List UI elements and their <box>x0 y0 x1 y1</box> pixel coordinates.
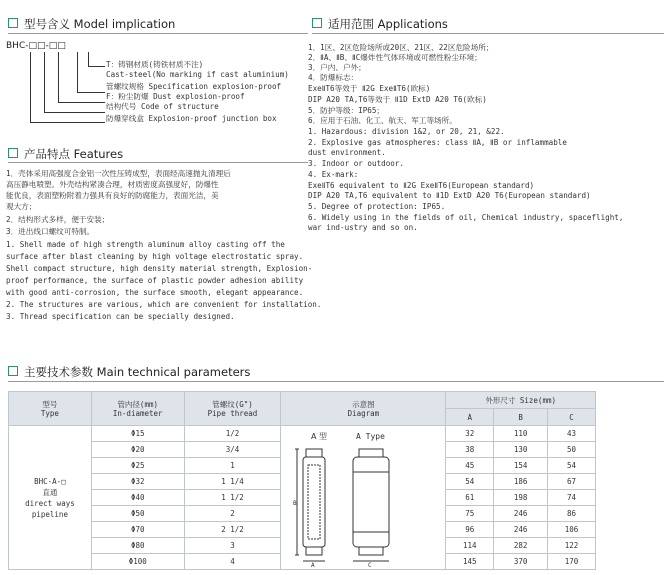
cell-b: 282 <box>494 538 548 554</box>
app-line: 4. Ex-mark: <box>308 170 359 179</box>
cell-c: 67 <box>548 474 596 490</box>
cell-thread: 1/2 <box>184 426 281 442</box>
feature-line: 高压静电喷塑。外壳结构紧凑合理，材质密度高强度好，防爆性 <box>6 180 219 189</box>
cell-a: 145 <box>446 554 494 570</box>
cell-c: 54 <box>548 458 596 474</box>
cell-thread: 3 <box>184 538 281 554</box>
spec-table <box>8 391 596 570</box>
section-square-icon <box>312 18 322 28</box>
cell-a: 45 <box>446 458 494 474</box>
app-line: 5．防护等级：IP65； <box>308 106 385 115</box>
cell-diameter: Φ50 <box>91 506 184 522</box>
cell-diameter: Φ25 <box>91 458 184 474</box>
applications-section-title: 适用范围 Applications <box>312 16 448 32</box>
feature-line: surface after blast cleaning by high voltage electrostatic spray. <box>6 252 304 261</box>
front-view <box>295 449 325 561</box>
diagram-label-en: A Type <box>356 431 386 441</box>
cell-a: 54 <box>446 474 494 490</box>
app-line: 3. Indoor or outdoor. <box>308 159 405 168</box>
cell-thread: 1 <box>184 458 281 474</box>
header-diameter: 管内径(mm) In-diameter <box>91 392 184 426</box>
app-line: 2．ⅡA、ⅡB、ⅡC爆炸性气体环境或可燃性粉尘环境； <box>308 53 482 62</box>
model-line: 防爆穿线盒 Explosion-proof junction box <box>106 114 277 123</box>
cell-b: 370 <box>494 554 548 570</box>
feature-line: 观大方； <box>6 202 37 211</box>
header-c: C <box>548 409 596 426</box>
junction-box-diagram <box>283 427 443 567</box>
diagram-cell <box>281 426 446 570</box>
cell-diameter: Φ15 <box>91 426 184 442</box>
dim-c-label: C <box>368 561 372 567</box>
header-type: 型号 Type <box>9 392 92 426</box>
app-line: 6．应用于石油、化工、航天、军工等场所。 <box>308 116 457 125</box>
app-line: DIP A20 TA,T6 equivalent to Ⅱ1D ExtD A20 T6(European standard) <box>308 191 591 200</box>
type-cell: BHC-A-□ 直通 direct ways pipeline <box>9 426 92 570</box>
features-divider <box>8 162 308 163</box>
header-b: B <box>494 409 548 426</box>
app-line: dust environment. <box>308 148 386 157</box>
app-line: 2. Explosive gas atmospheres: class ⅡA, ⅡB or inflammable <box>308 138 567 147</box>
applications-divider <box>312 33 664 34</box>
app-line: 5. Degree of protection: IP65. <box>308 202 446 211</box>
cell-b: 186 <box>494 474 548 490</box>
cell-b: 130 <box>494 442 548 458</box>
cell-a: 61 <box>446 490 494 506</box>
app-line: ExeⅡT6 equivalent to Ⅱ2G ExeⅡT6(European standard) <box>308 181 535 190</box>
feature-line: with good anti-corrosion, the surface smooth, elegant appearance. <box>6 288 304 297</box>
side-view <box>353 449 389 561</box>
table-header-row <box>9 392 596 409</box>
cell-c: 43 <box>548 426 596 442</box>
cell-b: 198 <box>494 490 548 506</box>
header-a: A <box>446 409 494 426</box>
feature-line: 2．结构形式多样，便于安装； <box>6 215 110 224</box>
model-line: 结构代号 Code of structure <box>106 102 219 111</box>
cell-a: 38 <box>446 442 494 458</box>
app-line: ExeⅡT6等效于 Ⅱ2G ExeⅡT6(欧标) <box>308 84 431 93</box>
app-line: 1. Hazardous: division 1&2, or 20, 21, &22. <box>308 127 505 136</box>
section-square-icon <box>8 366 18 376</box>
cell-diameter: Φ70 <box>91 522 184 538</box>
feature-line: 2. The structures are various, which are convenient for installation. <box>6 300 322 309</box>
header-size: 外形尺寸 Size(mm) <box>446 392 596 409</box>
app-line: 6. Widely using in the fields of oil, Chemical industry, spaceflight, <box>308 213 624 222</box>
cell-thread: 4 <box>184 554 281 570</box>
section-square-icon <box>8 18 18 28</box>
cell-b: 154 <box>494 458 548 474</box>
feature-line: 1. Shell made of high strength aluminum alloy casting off the <box>6 240 285 249</box>
feature-line: proof performance, the surface of plastic powder adhesion ability <box>6 276 304 285</box>
cell-b: 246 <box>494 506 548 522</box>
cell-diameter: Φ40 <box>91 490 184 506</box>
feature-line: 3．进出线口螺纹可特制。 <box>6 227 95 236</box>
app-line: 1．1区、2区危险场所或20区、21区、22区危险场所； <box>308 43 494 52</box>
cell-diameter: Φ100 <box>91 554 184 570</box>
cell-a: 96 <box>446 522 494 538</box>
cell-a: 75 <box>446 506 494 522</box>
cell-thread: 1 1/2 <box>184 490 281 506</box>
features-section-title: 产品特点 Features <box>8 146 123 162</box>
cell-c: 122 <box>548 538 596 554</box>
cell-thread: 2 1/2 <box>184 522 281 538</box>
technical-section-title: 主要技术参数 Main technical parameters <box>8 364 250 380</box>
cell-c: 50 <box>548 442 596 458</box>
diagram-label-cn: A 型 <box>311 431 328 441</box>
cell-thread: 2 <box>184 506 281 522</box>
cell-c: 74 <box>548 490 596 506</box>
section-square-icon <box>8 148 18 158</box>
model-line: T：铸钢材质(铸铁材质不注) <box>106 60 204 69</box>
model-divider <box>8 33 308 34</box>
feature-line: 3. Thread specification can be specially designed. <box>6 312 235 321</box>
feature-line: Shell compact structure, high density material strength, Explosion- <box>6 264 313 273</box>
model-line: 管螺纹规格 Specification explosion-proof <box>106 82 282 91</box>
cell-diameter: Φ32 <box>91 474 184 490</box>
bracket-line <box>30 52 105 123</box>
cell-a: 32 <box>446 426 494 442</box>
table-row <box>9 426 596 442</box>
app-line: war ind-ustry and so on. <box>308 223 418 232</box>
dim-b-label: B <box>293 499 297 507</box>
cell-c: 106 <box>548 522 596 538</box>
app-line: DIP A20 TA,T6等效于 Ⅱ1D ExtD A20 T6(欧标) <box>308 95 487 104</box>
cell-c: 170 <box>548 554 596 570</box>
cell-diameter: Φ80 <box>91 538 184 554</box>
technical-divider <box>8 381 664 382</box>
app-line: 3．户内、户外； <box>308 63 366 72</box>
model-line: F：粉尘防爆 Dust explosion-proof <box>106 92 245 101</box>
cell-c: 86 <box>548 506 596 522</box>
header-thread: 管螺纹(G") Pipe thread <box>184 392 281 426</box>
cell-thread: 3/4 <box>184 442 281 458</box>
cell-b: 110 <box>494 426 548 442</box>
model-code: BHC-□□-□□ <box>6 41 66 51</box>
cell-b: 246 <box>494 522 548 538</box>
model-section-title: 型号含义 Model implication <box>8 16 175 32</box>
model-line: Cast-steel(No marking if cast aluminium) <box>106 70 289 79</box>
header-diagram: 示意图 Diagram <box>281 392 446 426</box>
cell-diameter: Φ20 <box>91 442 184 458</box>
cell-thread: 1 1/4 <box>184 474 281 490</box>
dim-a-label: A <box>311 561 315 567</box>
app-line: 4．防爆标志： <box>308 73 359 82</box>
cell-a: 114 <box>446 538 494 554</box>
feature-line: 1．壳体采用高强度合金铝一次性压铸成型，表面经高速抛丸清理后 <box>6 169 231 178</box>
feature-line: 能优良，表面塑粉附着力强具有良好的防腐能力，表面光洁，美 <box>6 191 219 200</box>
